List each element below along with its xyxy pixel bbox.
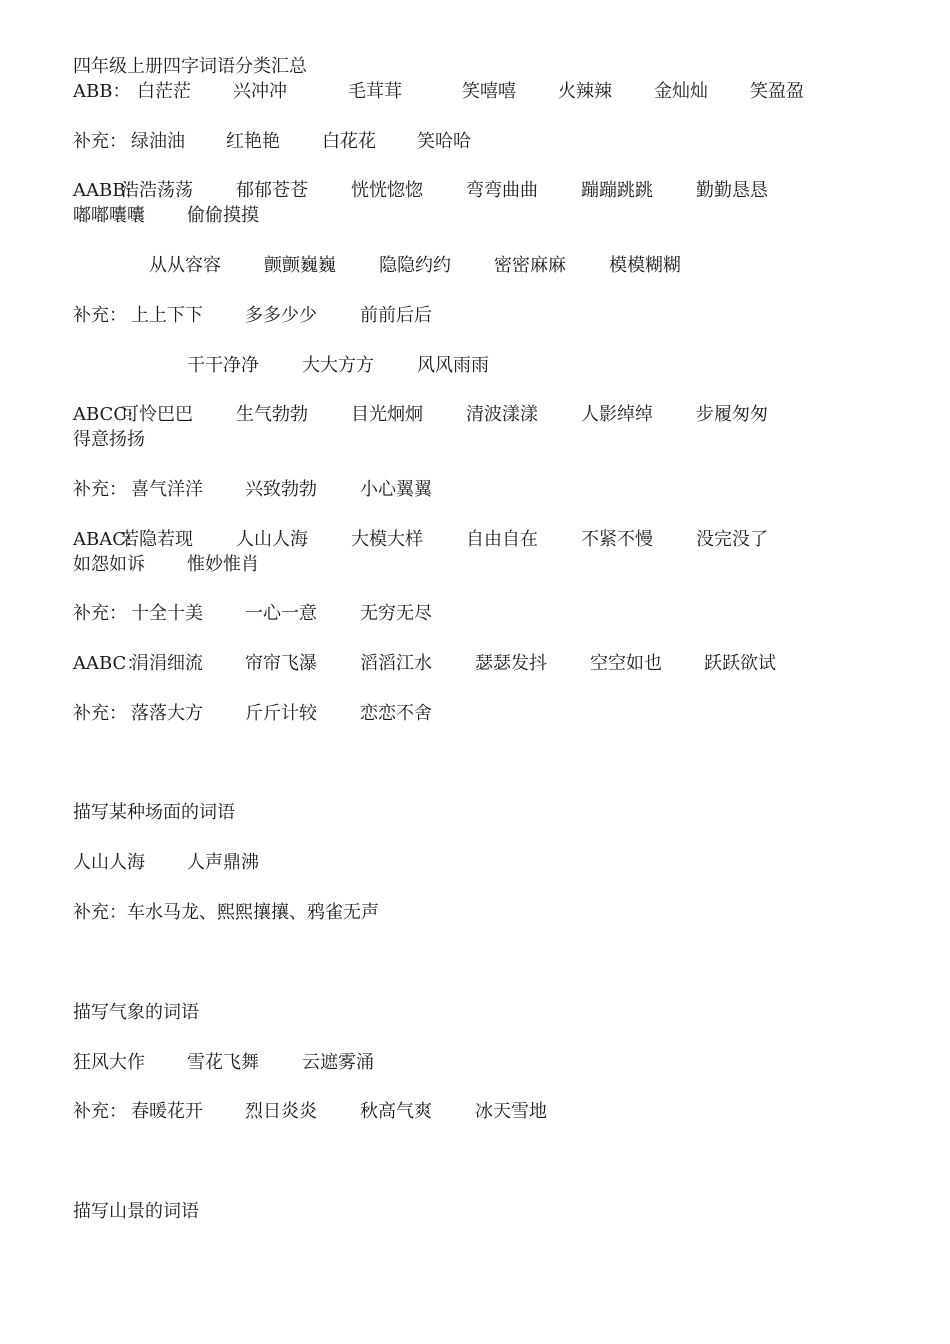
- supplement-word: 前前后后: [360, 305, 432, 326]
- supplement-word: 落落大方: [131, 703, 203, 724]
- abcc-word: 清波漾漾: [466, 404, 538, 425]
- aabb-word: 恍恍惚惚: [351, 180, 423, 201]
- supplement-label: 补充：: [73, 1101, 127, 1122]
- supplement-label: 补充：: [73, 131, 127, 152]
- aabc-word: 滔滔江水: [360, 653, 432, 674]
- aabc-word: 空空如也: [590, 653, 662, 674]
- scene-word: 人山人海: [73, 852, 145, 873]
- abcc-word: 目光炯炯: [351, 404, 423, 425]
- aabb-word: 弯弯曲曲: [466, 180, 538, 201]
- supplement-label: 补充：: [73, 305, 127, 326]
- supplement-word: 多多少少: [245, 305, 317, 326]
- supplement-label: 补充：: [73, 479, 127, 500]
- supplement-word: 秋高气爽: [360, 1101, 432, 1122]
- weather-word: 雪花飞舞: [187, 1052, 259, 1073]
- mountain-heading: 描写山景的词语: [73, 1201, 199, 1222]
- supplement-word: 大大方方: [302, 355, 374, 376]
- abb-word: 金灿灿: [654, 81, 708, 102]
- scene-heading: 描写某种场面的词语: [73, 802, 235, 823]
- supplement-word: 小心翼翼: [360, 479, 432, 500]
- supplement-word: 恋恋不舍: [360, 703, 432, 724]
- aabb-word: 勤勤恳恳: [696, 180, 768, 201]
- supplement-word: 冰天雪地: [475, 1101, 547, 1122]
- aabb-word: 颤颤巍巍: [264, 255, 336, 276]
- abb-word: 笑盈盈: [750, 81, 804, 102]
- abb-word: 火辣辣: [558, 81, 612, 102]
- abac-label: ABAC:: [73, 529, 133, 550]
- aabb-word: 嘟嘟囔囔: [73, 205, 145, 226]
- abb-word: 兴冲冲: [233, 81, 287, 102]
- supplement-word: 上上下下: [131, 305, 203, 326]
- document-title: 四年级上册四字词语分类汇总: [73, 56, 307, 77]
- aabb-word: 郁郁苍苍: [236, 180, 308, 201]
- aabc-word: 瑟瑟发抖: [475, 653, 547, 674]
- abac-word: 不紧不慢: [581, 529, 653, 550]
- aabc-word: 涓涓细流: [131, 653, 203, 674]
- supplement-word: 笑哈哈: [417, 131, 471, 152]
- supplement-word: 白花花: [322, 131, 376, 152]
- abac-word: 如怨如诉: [73, 554, 145, 575]
- abac-word: 没完没了: [696, 529, 768, 550]
- abb-word: 毛茸茸: [348, 81, 402, 102]
- aabb-word: 模模糊糊: [609, 255, 681, 276]
- abac-word: 惟妙惟肖: [187, 554, 259, 575]
- aabc-word: 帘帘飞瀑: [245, 653, 317, 674]
- aabb-word: 浩浩荡荡: [121, 180, 193, 201]
- supplement-word: 一心一意: [245, 603, 317, 624]
- weather-word: 云遮雾涌: [302, 1052, 374, 1073]
- abcc-word: 生气勃勃: [236, 404, 308, 425]
- aabb-word: 从从容容: [149, 255, 221, 276]
- aabc-word: 跃跃欲试: [704, 653, 776, 674]
- aabb-word: 隐隐约约: [379, 255, 451, 276]
- supplement-label: 补充：: [73, 703, 127, 724]
- supplement-word: 春暖花开: [131, 1101, 203, 1122]
- supplement-label: 补充：: [73, 603, 127, 624]
- aabb-word: 密密麻麻: [494, 255, 566, 276]
- supplement-word: 兴致勃勃: [245, 479, 317, 500]
- aabb-word: 蹦蹦跳跳: [581, 180, 653, 201]
- abac-word: 大模大样: [351, 529, 423, 550]
- aabb-word: 偷偷摸摸: [187, 205, 259, 226]
- aabc-label: AABC：: [73, 653, 145, 674]
- supplement-word: 喜气洋洋: [131, 479, 203, 500]
- abac-word: 人山人海: [236, 529, 308, 550]
- weather-heading: 描写气象的词语: [73, 1002, 199, 1023]
- supplement-word: 斤斤计较: [245, 703, 317, 724]
- abb-word: 白茫茫: [137, 81, 191, 102]
- supplement-word: 绿油油: [131, 131, 185, 152]
- abac-word: 若隐若现: [121, 529, 193, 550]
- supplement-word: 烈日炎炎: [245, 1101, 317, 1122]
- abcc-word: 得意扬扬: [73, 429, 145, 450]
- supplement-word: 无穷无尽: [360, 603, 432, 624]
- abcc-word: 步履匆匆: [696, 404, 768, 425]
- abcc-line-2: [73, 429, 145, 485]
- abcc-word: 人影绰绰: [581, 404, 653, 425]
- supplement-word: 十全十美: [131, 603, 203, 624]
- abb-word: 笑嘻嘻: [462, 81, 516, 102]
- scene-word: 人声鼎沸: [187, 852, 259, 873]
- supplement-word: 红艳艳: [226, 131, 280, 152]
- abb-label: ABB：: [73, 81, 131, 102]
- abcc-label: ABCC:: [73, 404, 134, 425]
- supplement-word: 风风雨雨: [417, 355, 489, 376]
- weather-word: 狂风大作: [73, 1052, 145, 1073]
- supplement-word: 干干净净: [187, 355, 259, 376]
- scene-supplement-line: 补充：车水马龙、熙熙攘攘、鸦雀无声: [73, 902, 379, 923]
- abac-word: 自由自在: [466, 529, 538, 550]
- aabb-label: AABB:: [73, 180, 132, 201]
- abcc-word: 可怜巴巴: [121, 404, 193, 425]
